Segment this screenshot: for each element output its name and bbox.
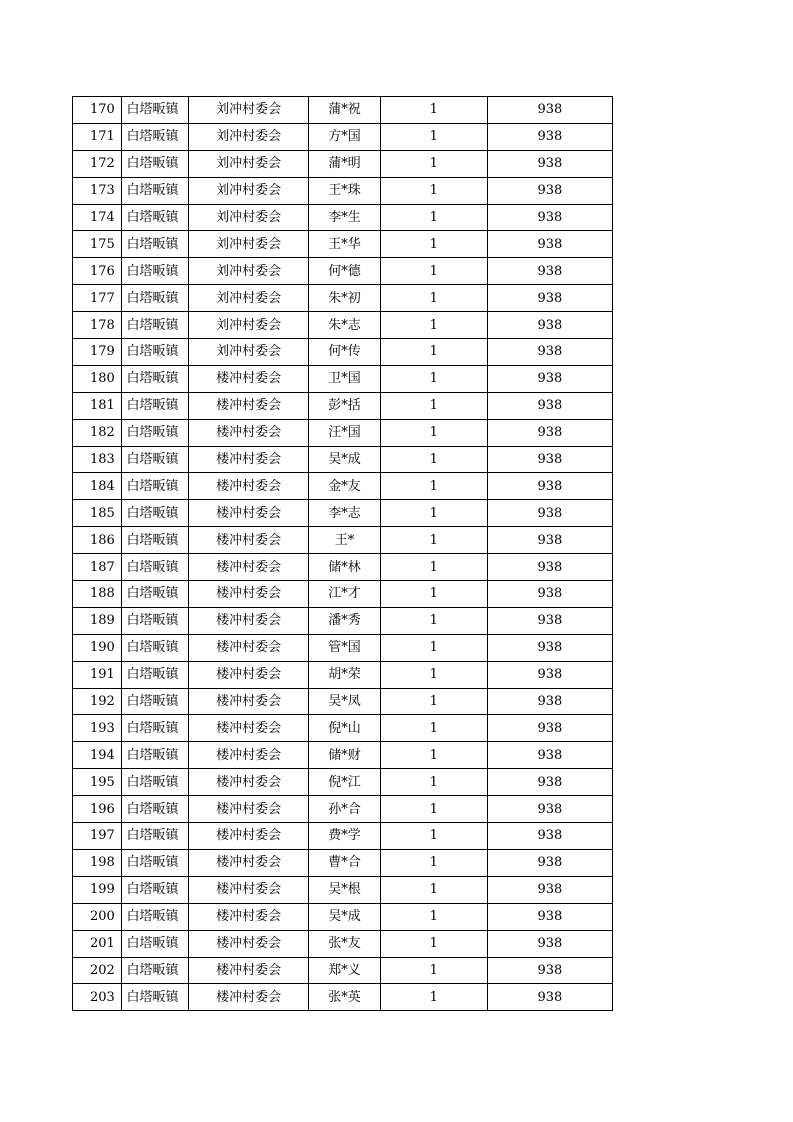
name-cell: 曹*合 [309,849,381,876]
town-cell: 白塔畈镇 [122,150,189,177]
count-cell: 1 [380,581,487,608]
town-cell: 白塔畈镇 [122,231,189,258]
village-cell: 楼冲村委会 [189,661,309,688]
amount-cell: 938 [487,500,612,527]
amount-cell: 938 [487,715,612,742]
town-cell: 白塔畈镇 [122,419,189,446]
count-cell: 1 [380,500,487,527]
village-cell: 楼冲村委会 [189,769,309,796]
town-cell: 白塔畈镇 [122,634,189,661]
table-row [73,742,613,769]
village-cell: 楼冲村委会 [189,715,309,742]
amount-cell: 938 [487,312,612,339]
town-cell: 白塔畈镇 [122,123,189,150]
count-cell: 1 [380,769,487,796]
town-cell: 白塔畈镇 [122,285,189,312]
table-row [73,957,613,984]
amount-cell: 938 [487,930,612,957]
count-cell: 1 [380,634,487,661]
name-cell: 彭*括 [309,392,381,419]
row-number-cell: 200 [73,903,122,930]
village-cell: 刘冲村委会 [189,312,309,339]
village-cell: 楼冲村委会 [189,930,309,957]
name-cell: 潘*秀 [309,607,381,634]
village-cell: 楼冲村委会 [189,823,309,850]
name-cell: 王*珠 [309,177,381,204]
village-cell: 刘冲村委会 [189,258,309,285]
row-number-cell: 188 [73,581,122,608]
row-number-cell: 186 [73,527,122,554]
row-number-cell: 195 [73,769,122,796]
count-cell: 1 [380,177,487,204]
town-cell: 白塔畈镇 [122,392,189,419]
table-row [73,769,613,796]
town-cell: 白塔畈镇 [122,823,189,850]
village-cell: 刘冲村委会 [189,150,309,177]
town-cell: 白塔畈镇 [122,903,189,930]
town-cell: 白塔畈镇 [122,365,189,392]
amount-cell: 938 [487,769,612,796]
village-cell: 楼冲村委会 [189,957,309,984]
row-number-cell: 191 [73,661,122,688]
table-row [73,392,613,419]
count-cell: 1 [380,957,487,984]
name-cell: 吴*根 [309,876,381,903]
count-cell: 1 [380,849,487,876]
amount-cell: 938 [487,527,612,554]
name-cell: 方*国 [309,123,381,150]
table-row [73,285,613,312]
village-cell: 楼冲村委会 [189,903,309,930]
town-cell: 白塔畈镇 [122,607,189,634]
table-row [73,204,613,231]
name-cell: 孙*合 [309,796,381,823]
count-cell: 1 [380,554,487,581]
table-row [73,177,613,204]
amount-cell: 938 [487,204,612,231]
row-number-cell: 176 [73,258,122,285]
village-cell: 楼冲村委会 [189,796,309,823]
name-cell: 吴*成 [309,446,381,473]
name-cell: 费*学 [309,823,381,850]
row-number-cell: 181 [73,392,122,419]
row-number-cell: 170 [73,97,122,124]
name-cell: 李*生 [309,204,381,231]
town-cell: 白塔畈镇 [122,849,189,876]
table-row [73,446,613,473]
name-cell: 卫*国 [309,365,381,392]
village-cell: 楼冲村委会 [189,581,309,608]
amount-cell: 938 [487,796,612,823]
village-cell: 楼冲村委会 [189,446,309,473]
table-row [73,688,613,715]
village-cell: 刘冲村委会 [189,339,309,366]
count-cell: 1 [380,796,487,823]
table-row [73,258,613,285]
row-number-cell: 194 [73,742,122,769]
row-number-cell: 196 [73,796,122,823]
town-cell: 白塔畈镇 [122,204,189,231]
town-cell: 白塔畈镇 [122,661,189,688]
row-number-cell: 183 [73,446,122,473]
name-cell: 吴*凤 [309,688,381,715]
count-cell: 1 [380,392,487,419]
amount-cell: 938 [487,285,612,312]
amount-cell: 938 [487,823,612,850]
table-row [73,231,613,258]
amount-cell: 938 [487,123,612,150]
amount-cell: 938 [487,688,612,715]
village-cell: 楼冲村委会 [189,688,309,715]
village-cell: 楼冲村委会 [189,984,309,1011]
count-cell: 1 [380,473,487,500]
village-cell: 楼冲村委会 [189,876,309,903]
name-cell: 蒲*明 [309,150,381,177]
village-cell: 楼冲村委会 [189,849,309,876]
row-number-cell: 185 [73,500,122,527]
row-number-cell: 201 [73,930,122,957]
amount-cell: 938 [487,554,612,581]
row-number-cell: 178 [73,312,122,339]
table-row [73,500,613,527]
count-cell: 1 [380,930,487,957]
count-cell: 1 [380,365,487,392]
amount-cell: 938 [487,177,612,204]
name-cell: 何*德 [309,258,381,285]
village-cell: 楼冲村委会 [189,554,309,581]
row-number-cell: 202 [73,957,122,984]
count-cell: 1 [380,312,487,339]
row-number-cell: 198 [73,849,122,876]
roster-table-body [73,97,613,1011]
town-cell: 白塔畈镇 [122,984,189,1011]
row-number-cell: 172 [73,150,122,177]
table-row [73,876,613,903]
count-cell: 1 [380,204,487,231]
table-row [73,339,613,366]
amount-cell: 938 [487,984,612,1011]
name-cell: 金*友 [309,473,381,500]
name-cell: 储*林 [309,554,381,581]
count-cell: 1 [380,231,487,258]
amount-cell: 938 [487,903,612,930]
row-number-cell: 175 [73,231,122,258]
table-row [73,796,613,823]
count-cell: 1 [380,446,487,473]
row-number-cell: 203 [73,984,122,1011]
town-cell: 白塔畈镇 [122,957,189,984]
name-cell: 王* [309,527,381,554]
name-cell: 储*财 [309,742,381,769]
table-row [73,97,613,124]
town-cell: 白塔畈镇 [122,930,189,957]
town-cell: 白塔畈镇 [122,796,189,823]
count-cell: 1 [380,607,487,634]
count-cell: 1 [380,661,487,688]
amount-cell: 938 [487,581,612,608]
village-cell: 楼冲村委会 [189,392,309,419]
table-row [73,634,613,661]
row-number-cell: 177 [73,285,122,312]
town-cell: 白塔畈镇 [122,742,189,769]
table-row [73,849,613,876]
amount-cell: 938 [487,607,612,634]
village-cell: 楼冲村委会 [189,419,309,446]
table-row [73,823,613,850]
town-cell: 白塔畈镇 [122,258,189,285]
row-number-cell: 192 [73,688,122,715]
amount-cell: 938 [487,876,612,903]
count-cell: 1 [380,742,487,769]
row-number-cell: 171 [73,123,122,150]
row-number-cell: 180 [73,365,122,392]
village-cell: 刘冲村委会 [189,285,309,312]
row-number-cell: 174 [73,204,122,231]
count-cell: 1 [380,339,487,366]
table-row [73,419,613,446]
count-cell: 1 [380,150,487,177]
name-cell: 朱*初 [309,285,381,312]
name-cell: 蒲*祝 [309,97,381,124]
town-cell: 白塔畈镇 [122,527,189,554]
village-cell: 楼冲村委会 [189,742,309,769]
row-number-cell: 190 [73,634,122,661]
row-number-cell: 189 [73,607,122,634]
table-row [73,984,613,1011]
amount-cell: 938 [487,150,612,177]
row-number-cell: 187 [73,554,122,581]
row-number-cell: 182 [73,419,122,446]
village-cell: 刘冲村委会 [189,97,309,124]
town-cell: 白塔畈镇 [122,500,189,527]
roster-table [72,96,613,1011]
amount-cell: 938 [487,957,612,984]
count-cell: 1 [380,876,487,903]
amount-cell: 938 [487,634,612,661]
count-cell: 1 [380,688,487,715]
name-cell: 胡*荣 [309,661,381,688]
count-cell: 1 [380,97,487,124]
row-number-cell: 184 [73,473,122,500]
village-cell: 楼冲村委会 [189,473,309,500]
count-cell: 1 [380,715,487,742]
amount-cell: 938 [487,742,612,769]
amount-cell: 938 [487,339,612,366]
village-cell: 楼冲村委会 [189,607,309,634]
name-cell: 何*传 [309,339,381,366]
table-row [73,715,613,742]
village-cell: 楼冲村委会 [189,634,309,661]
amount-cell: 938 [487,446,612,473]
table-row [73,607,613,634]
town-cell: 白塔畈镇 [122,473,189,500]
name-cell: 管*国 [309,634,381,661]
town-cell: 白塔畈镇 [122,312,189,339]
count-cell: 1 [380,984,487,1011]
village-cell: 刘冲村委会 [189,177,309,204]
row-number-cell: 173 [73,177,122,204]
count-cell: 1 [380,903,487,930]
count-cell: 1 [380,823,487,850]
village-cell: 刘冲村委会 [189,123,309,150]
town-cell: 白塔畈镇 [122,339,189,366]
village-cell: 刘冲村委会 [189,231,309,258]
table-row [73,930,613,957]
town-cell: 白塔畈镇 [122,97,189,124]
row-number-cell: 199 [73,876,122,903]
town-cell: 白塔畈镇 [122,446,189,473]
amount-cell: 938 [487,231,612,258]
amount-cell: 938 [487,473,612,500]
amount-cell: 938 [487,258,612,285]
row-number-cell: 197 [73,823,122,850]
table-row [73,527,613,554]
table-row [73,903,613,930]
table-row [73,365,613,392]
village-cell: 楼冲村委会 [189,527,309,554]
name-cell: 郑*义 [309,957,381,984]
name-cell: 王*华 [309,231,381,258]
table-row [73,473,613,500]
town-cell: 白塔畈镇 [122,688,189,715]
name-cell: 倪*江 [309,769,381,796]
count-cell: 1 [380,285,487,312]
amount-cell: 938 [487,661,612,688]
table-row [73,150,613,177]
name-cell: 江*才 [309,581,381,608]
name-cell: 倪*山 [309,715,381,742]
row-number-cell: 193 [73,715,122,742]
table-row [73,123,613,150]
table-row [73,581,613,608]
table-row [73,554,613,581]
count-cell: 1 [380,258,487,285]
amount-cell: 938 [487,365,612,392]
amount-cell: 938 [487,419,612,446]
name-cell: 张*友 [309,930,381,957]
name-cell: 吴*成 [309,903,381,930]
town-cell: 白塔畈镇 [122,769,189,796]
town-cell: 白塔畈镇 [122,715,189,742]
town-cell: 白塔畈镇 [122,876,189,903]
town-cell: 白塔畈镇 [122,554,189,581]
count-cell: 1 [380,527,487,554]
table-row [73,312,613,339]
row-number-cell: 179 [73,339,122,366]
name-cell: 李*志 [309,500,381,527]
town-cell: 白塔畈镇 [122,581,189,608]
amount-cell: 938 [487,849,612,876]
village-cell: 楼冲村委会 [189,500,309,527]
amount-cell: 938 [487,97,612,124]
village-cell: 楼冲村委会 [189,365,309,392]
name-cell: 张*英 [309,984,381,1011]
table-row [73,661,613,688]
town-cell: 白塔畈镇 [122,177,189,204]
name-cell: 汪*国 [309,419,381,446]
count-cell: 1 [380,123,487,150]
amount-cell: 938 [487,392,612,419]
count-cell: 1 [380,419,487,446]
name-cell: 朱*志 [309,312,381,339]
village-cell: 刘冲村委会 [189,204,309,231]
